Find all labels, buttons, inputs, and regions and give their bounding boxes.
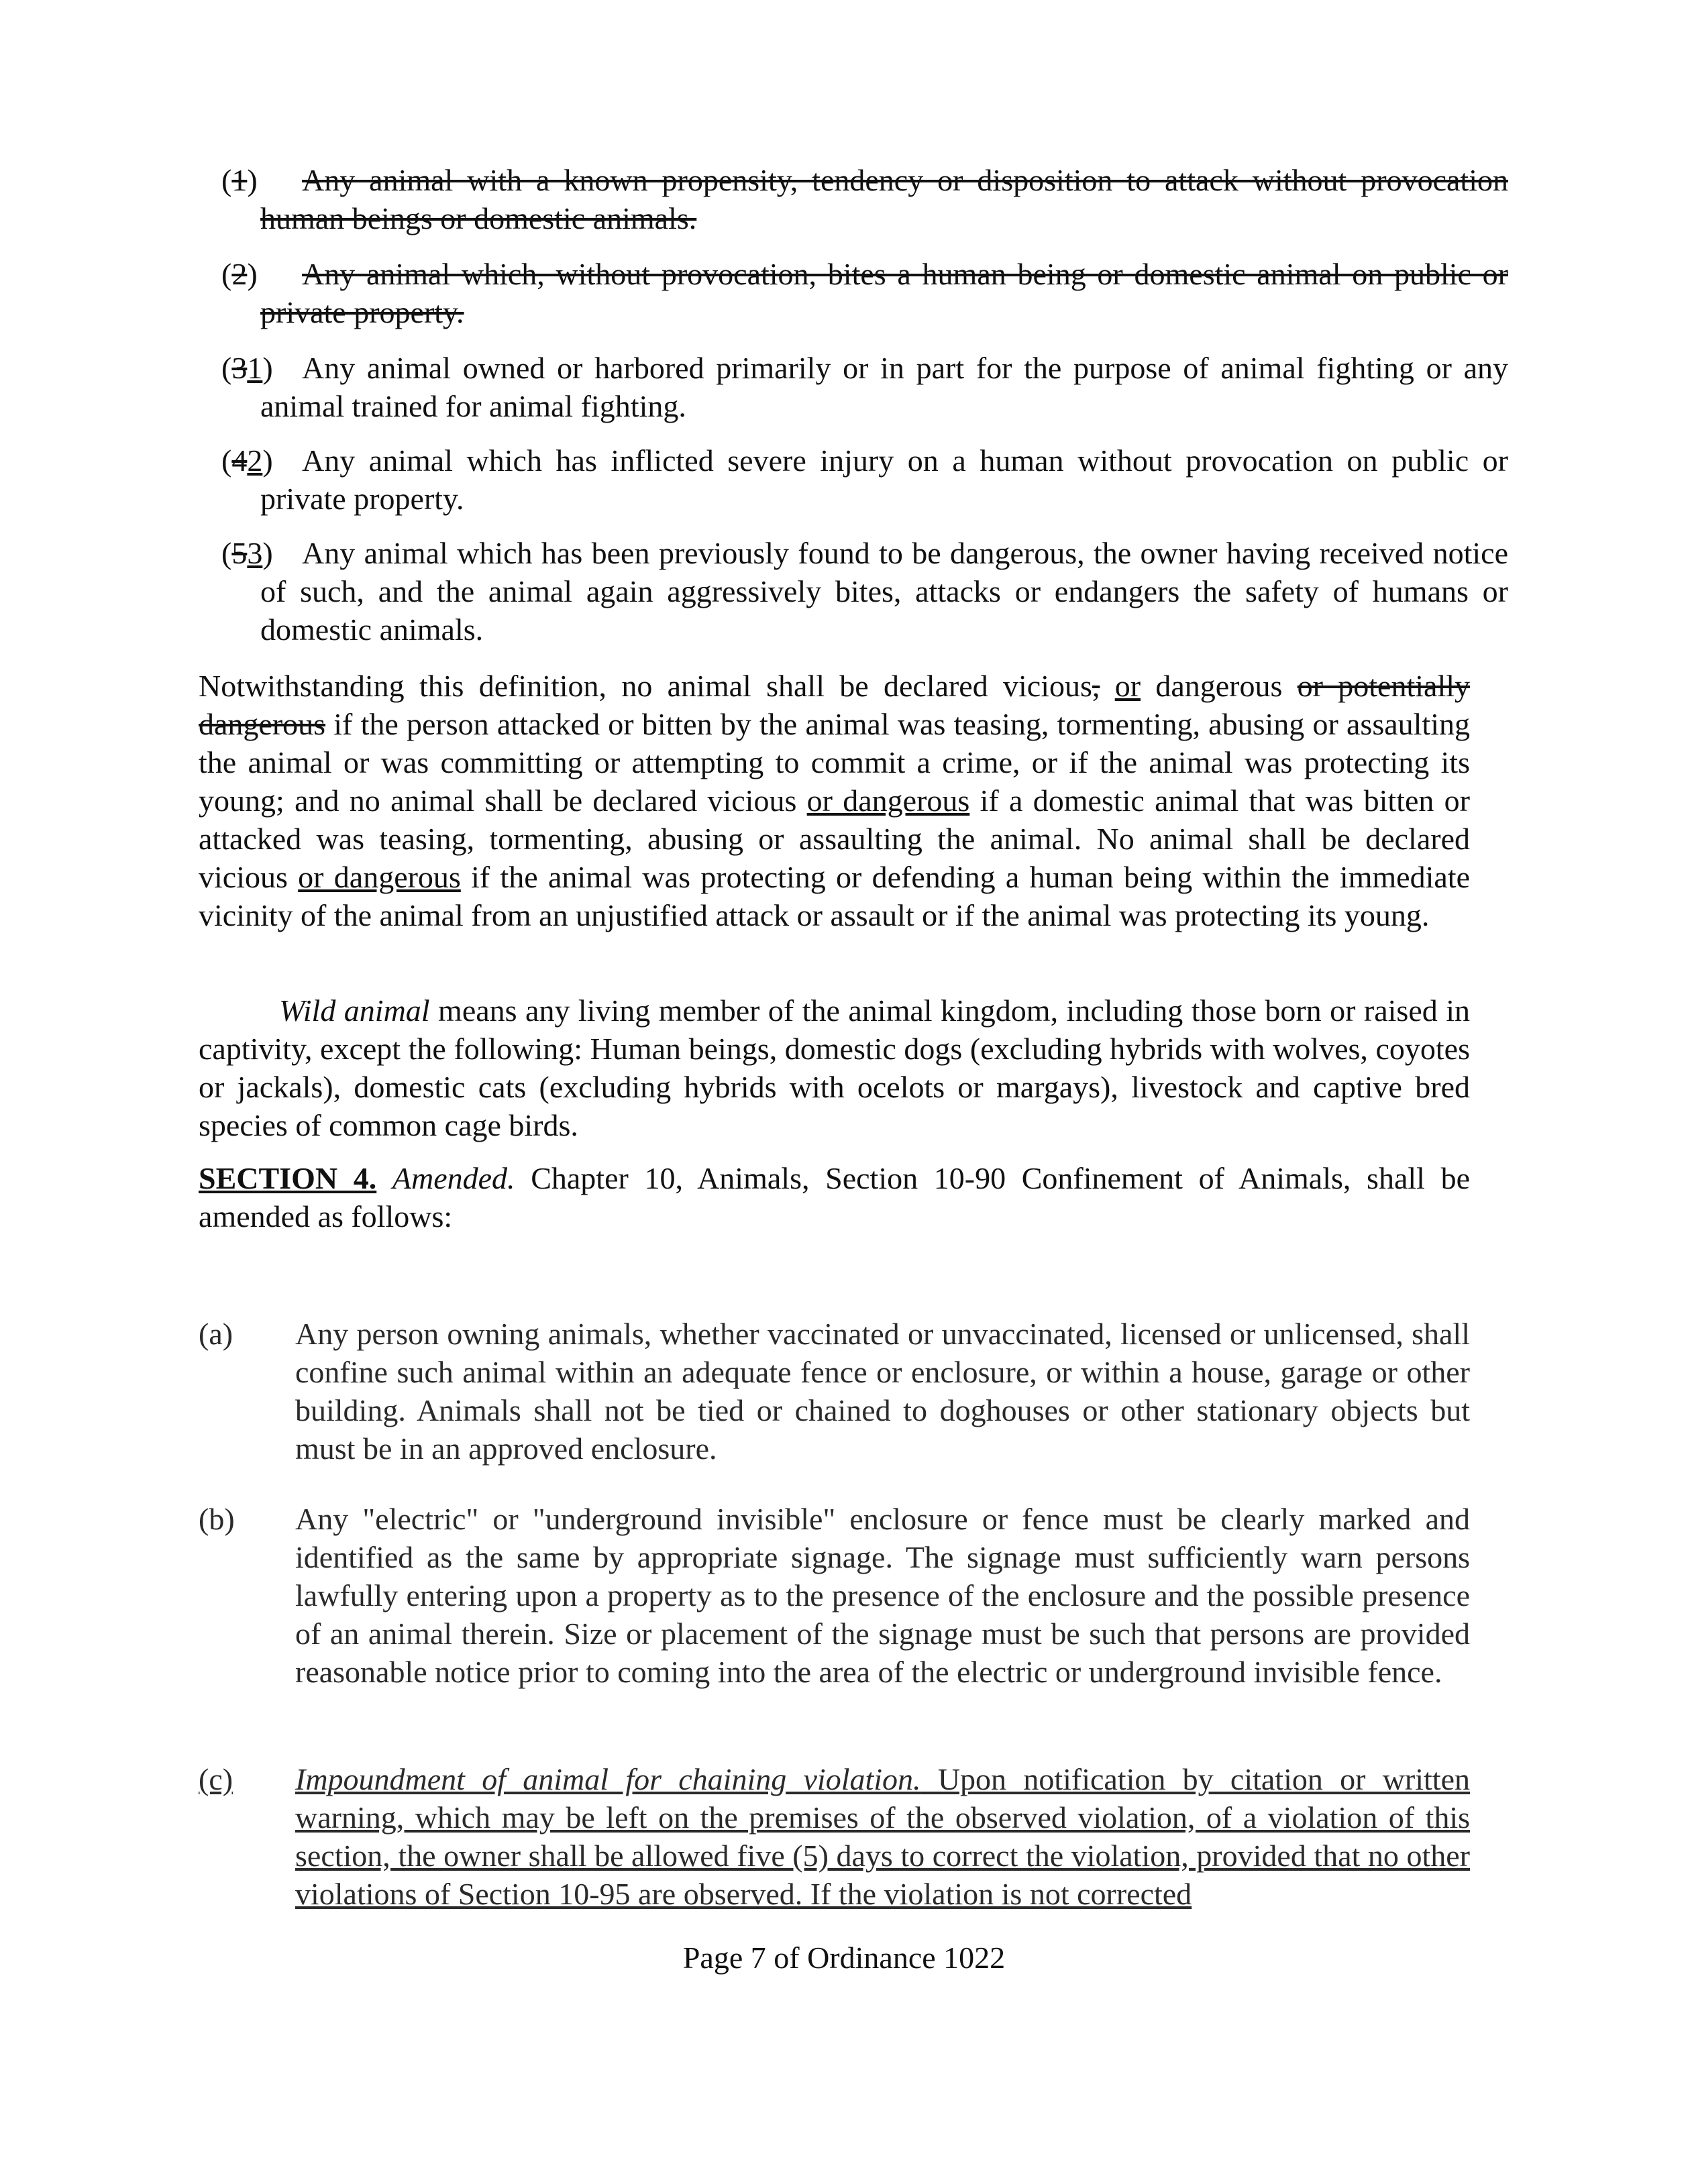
subsection-title: Impoundment of animal for chaining violation. xyxy=(295,1762,921,1796)
defined-term: Wild animal xyxy=(279,993,430,1028)
definition-item-2: (2) Any animal which, without provocation, bites a human being or domestic animal on public or private property. xyxy=(221,257,1508,329)
new-number: 1 xyxy=(247,351,263,385)
old-number: 4 xyxy=(231,443,248,478)
definition-item-5: (53) Any animal which has been previously found to be dangerous, the owner having received notice of such, and the animal again aggressively bites, attacks or endangers the safety of humans or domestic animals. xyxy=(221,536,1508,647)
item-text: Any animal which has been previously found to be dangerous, the owner having received notice of such, and the animal again aggressively bites, attacks or endangers the safety of humans or domestic animals. xyxy=(260,536,1508,647)
section-heading: SECTION 4. Amended. Chapter 10, Animals, Section 10-90 Confinement of Animals, shall be amended as follows: xyxy=(199,1161,1470,1234)
amended-label: Amended. xyxy=(392,1161,515,1195)
subsection-text: Any "electric" or "underground invisible" enclosure or fence must be clearly marked and identified as the same by appropriate signage. The signage must sufficiently warn persons lawfully entering upon a property as to the presence of the enclosure and the possible presence of an animal therein. Size or placement of the signage must be such that persons are provided reasonable notice prior to coming into the area of the electric or underground invisible fence. xyxy=(295,1502,1470,1689)
wild-animal-paragraph: Wild animal means any living member of the animal kingdom, including those born or raised in captivity, except the following: Human beings, domestic dogs (excluding hybrids with wolves, coyotes or jackals), domestic cats (excluding hybrids with ocelots or margays), livestock and captive bred species of common cage birds. xyxy=(199,993,1470,1142)
subsection-text: Any person owning animals, whether vaccinated or unvaccinated, licensed or unlicensed, shall confine such animal within an adequate fence or enclosure, or within a house, garage or other building. Animals shall not be tied or chained to doghouses or other stationary objects but must be in an approved enclosure. xyxy=(295,1317,1470,1466)
notwithstanding-paragraph: Notwithstanding this definition, no animal shall be declared vicious, or dangerous or potentially dangerous if the person attacked or bitten by the animal was teasing, tormenting, abusing or assaulting the animal or was committing or attempting to commit a crime, or if the animal was protecting its young; and no animal shall be declared vicious or dangerous if a domestic animal that was bitten or attacked was teasing, tormenting, abusing or assaulting the animal. No animal shall be declared vicious or dangerous if the animal was protecting or defending a human being within the immediate vicinity of the animal from an unjustified attack or assault or if the animal was protecting its young. xyxy=(199,669,1471,932)
definition-item-1: (1) Any animal with a known propensity, tendency or disposition to attack without provocation human beings or domestic animals. xyxy=(221,163,1508,235)
old-number: 1 xyxy=(231,163,248,197)
new-number: 2 xyxy=(247,443,263,478)
subsection-label: (b) xyxy=(199,1502,235,1536)
item-text: Any animal owned or harbored primarily or in part for the purpose of animal fighting or any animal trained for animal fighting. xyxy=(260,351,1508,423)
page-footer: Page 7 of Ordinance 1022 xyxy=(682,1941,1006,1975)
item-text: Any animal which has inflicted severe injury on a human without provocation on public or private property. xyxy=(260,443,1508,516)
struck-text: Any animal with a known propensity, tendency or disposition to attack without provocation human beings or domestic animals. xyxy=(260,163,1508,235)
definition-item-4: (42) Any animal which has inflicted severe injury on a human without provocation on public or private property. xyxy=(221,443,1508,516)
section-label: SECTION 4. xyxy=(199,1161,377,1195)
subsection-label: (c) xyxy=(199,1762,233,1796)
definition-item-3: (31) Any animal owned or harbored primarily or in part for the purpose of animal fighting or any animal trained for animal fighting. xyxy=(221,351,1508,423)
subsection-label: (a) xyxy=(199,1317,233,1351)
old-number: 3 xyxy=(231,351,248,385)
old-number: 2 xyxy=(231,257,248,291)
subsection-text: Impoundment of animal for chaining violation. Upon notification by citation or written warning, which may be left on the premises of the observed violation, of a violation of this section, the owner shall be allowed five (5) days to correct the violation, provided that no other violations of Section 10-95 are observed. If the violation is not corrected xyxy=(295,1762,1471,1911)
struck-text: Any animal which, without provocation, bites a human being or domestic animal on public or private property. xyxy=(260,257,1508,329)
new-number: 3 xyxy=(247,536,263,570)
old-number: 5 xyxy=(231,536,248,570)
